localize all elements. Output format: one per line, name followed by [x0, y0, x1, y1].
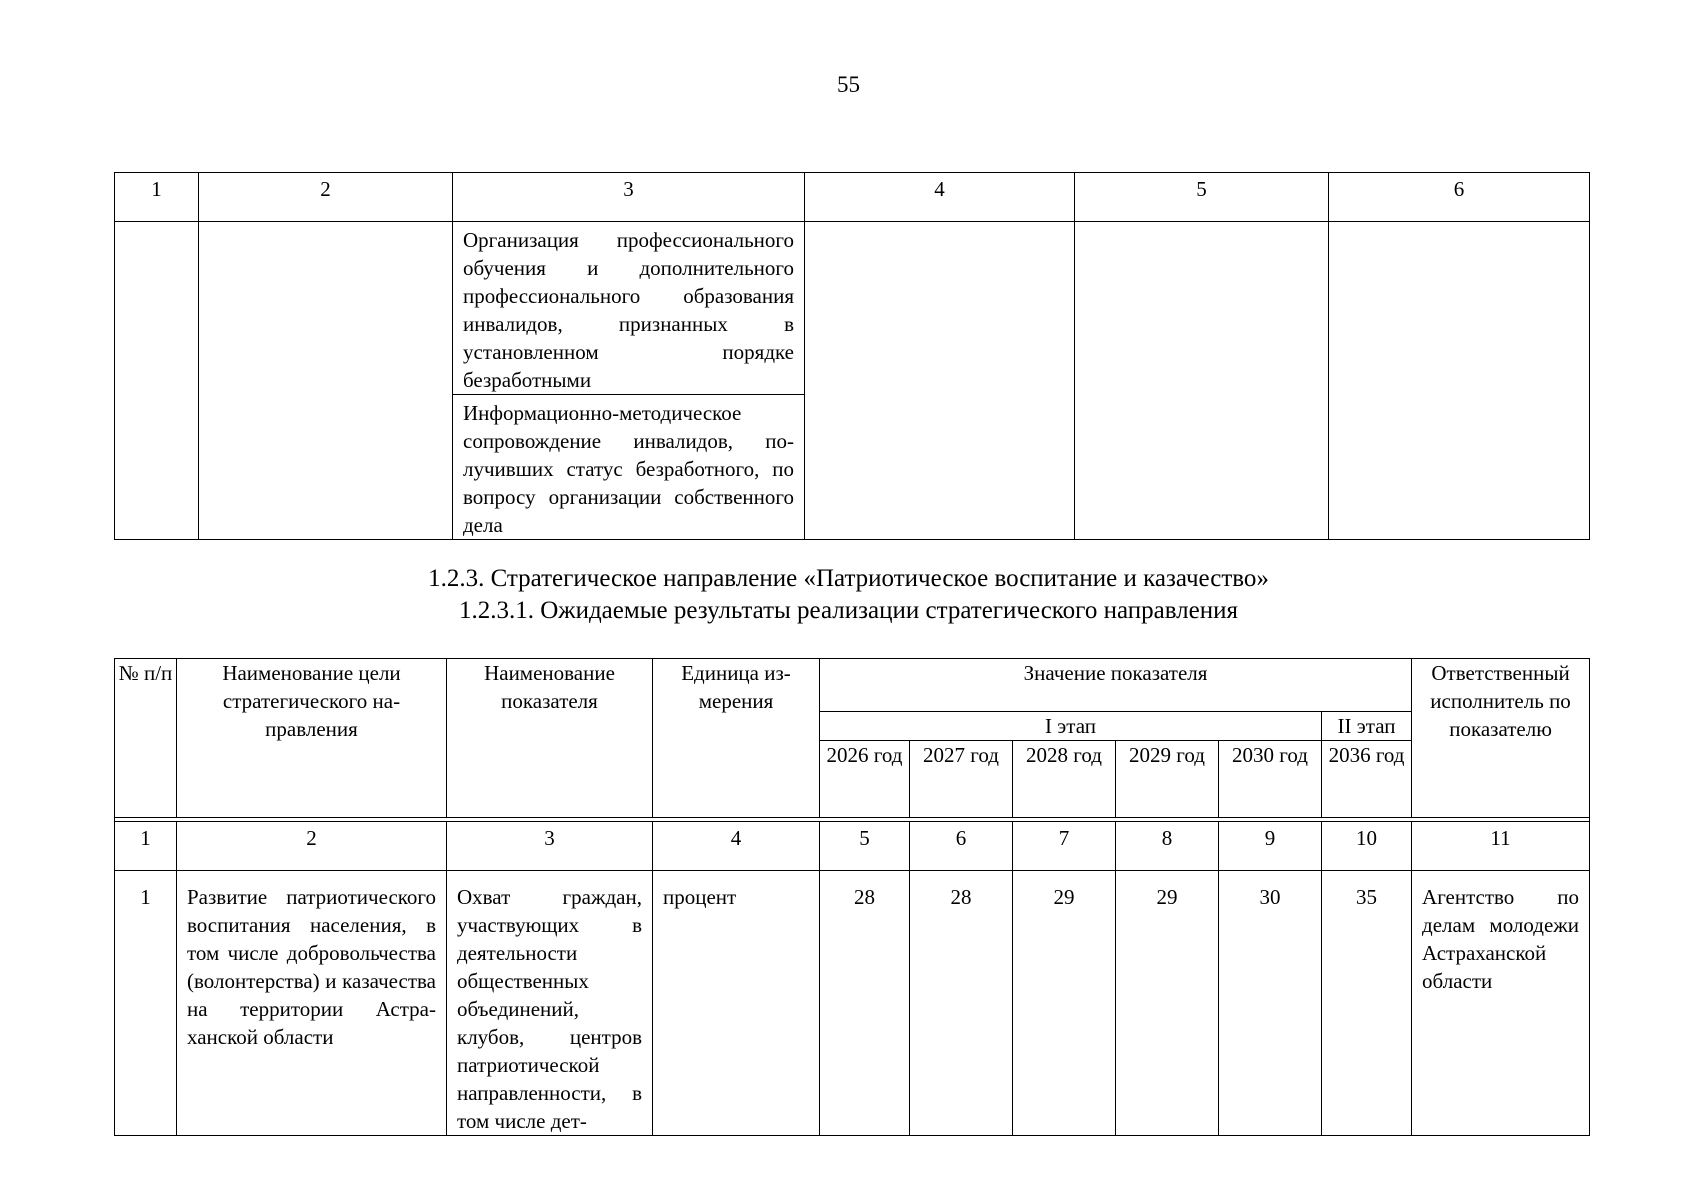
col-number: 5 — [820, 822, 910, 871]
header-year: 2028 год — [1013, 741, 1116, 818]
header-indicator: Наименование показателя — [447, 659, 653, 818]
header-year: 2026 год — [820, 741, 910, 818]
column-numbers-row — [115, 822, 1590, 871]
t1-measure-2: Информационно-методическое сопровождение инвалидов, получивших статус безработного, по вопросу организации собственного дела — [453, 395, 805, 540]
page-number: 55 — [837, 72, 860, 97]
header-responsible: Ответственный исполнитель по показателю — [1412, 659, 1590, 818]
t1-cell-empty — [1329, 222, 1590, 540]
header-num: № п/п — [115, 659, 177, 818]
header-year: 2027 год — [910, 741, 1013, 818]
table1-row — [115, 222, 1590, 395]
col-number: 7 — [1013, 822, 1116, 871]
header-stage-2: II этап — [1322, 712, 1412, 741]
row-num: 1 — [115, 871, 177, 1136]
col-number: 1 — [115, 822, 177, 871]
col-number: 4 — [653, 822, 820, 871]
header-year: 2030 год — [1219, 741, 1322, 818]
t1-col-3: 3 — [453, 173, 805, 222]
t1-col-4: 4 — [805, 173, 1075, 222]
header-year: 2036 год — [1322, 741, 1412, 818]
col-number: 10 — [1322, 822, 1412, 871]
col-number: 3 — [447, 822, 653, 871]
row-value: 30 — [1219, 871, 1322, 1136]
row-value: 28 — [820, 871, 910, 1136]
t1-col-2: 2 — [199, 173, 453, 222]
col-number: 2 — [177, 822, 447, 871]
row-unit: процент — [653, 871, 820, 1136]
header-value: Значение показателя — [820, 659, 1412, 712]
header-stage-1: I этап — [820, 712, 1322, 741]
table1-header-row — [115, 173, 1590, 222]
t1-cell-empty — [199, 222, 453, 540]
t1-cell-empty — [1075, 222, 1329, 540]
t1-cell-empty — [805, 222, 1075, 540]
t1-measure-1: Организация профессионального обучения и дополнительного профессионального образования инвалидов, признанных в установленном порядке безработными — [453, 222, 805, 395]
row-responsible: Агентство по делам молодежи Астраханской области — [1412, 871, 1590, 1136]
table-continuation — [114, 172, 1590, 540]
col-number: 8 — [1116, 822, 1219, 871]
header-goal: Наименование цели стратегического направления — [177, 659, 447, 818]
t1-col-6: 6 — [1329, 173, 1590, 222]
col-number: 11 — [1412, 822, 1590, 871]
col-number: 6 — [910, 822, 1013, 871]
table2-header-row — [115, 659, 1590, 712]
row-value: 29 — [1116, 871, 1219, 1136]
t1-col-1: 1 — [115, 173, 199, 222]
row-value: 35 — [1322, 871, 1412, 1136]
row-indicator: Охват граждан, участвующих в деятельности общественных объединений, клубов, центров патриотической направленности, в том числе дет- — [447, 871, 653, 1136]
section-heading: 1.2.3. Стратегическое направление «Патриотическое воспитание и казачество» — [428, 565, 1269, 592]
t1-col-5: 5 — [1075, 173, 1329, 222]
header-year: 2029 год — [1116, 741, 1219, 818]
row-value: 29 — [1013, 871, 1116, 1136]
row-goal: Развитие патриотического воспитания населения, в том числе добровольчества (волонтерства) и казачества на территории Астраханской области — [177, 871, 447, 1136]
table-row — [115, 871, 1590, 1136]
t1-cell-empty — [115, 222, 199, 540]
row-value: 28 — [910, 871, 1013, 1136]
subsection-heading: 1.2.3.1. Ожидаемые результаты реализации стратегического направления — [459, 597, 1238, 624]
results-table — [114, 658, 1590, 1136]
header-unit: Единица измерения — [653, 659, 820, 818]
col-number: 9 — [1219, 822, 1322, 871]
